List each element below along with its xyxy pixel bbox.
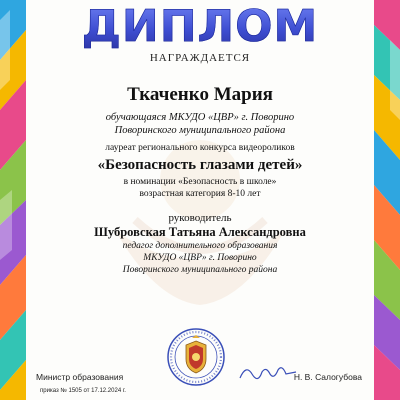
contest-title: «Безопасность глазами детей» xyxy=(97,157,303,173)
handwritten-signature-icon xyxy=(238,362,298,384)
awarded-label: НАГРАЖДАЕТСЯ xyxy=(149,52,251,64)
order-reference: приказ № 1505 от 17.12.2024 г. xyxy=(40,388,126,394)
contest-age-category: возрастная категория 8-10 лет xyxy=(139,189,261,199)
recipient-name: Ткаченко Мария xyxy=(127,84,273,105)
diploma-header xyxy=(0,1,400,64)
signer-name: Н. В. Салогубова xyxy=(293,372,362,382)
leader-name: Шубровская Татьяна Александровна xyxy=(94,225,306,239)
contest-intro: лауреат регионального конкурса видеороликов xyxy=(105,143,295,153)
diploma-body xyxy=(30,84,370,276)
diploma-title: ДИПЛОМ xyxy=(81,1,319,52)
leader-org-line1: МКУДО «ЦВР» г. Поворино xyxy=(143,253,257,263)
leader-org-line2: Поворинского муниципального района xyxy=(122,265,278,275)
contest-nomination: в номинации «Безопасность в школе» xyxy=(123,177,277,187)
leader-label: руководитель xyxy=(168,212,232,224)
signer-title: Министр образования xyxy=(36,372,124,382)
leader-position: педагог дополнительного образования xyxy=(122,241,278,251)
state-emblem-seal-icon xyxy=(166,327,226,387)
recipient-school-line2: Поворинского муниципального района xyxy=(114,125,286,136)
recipient-school-line1: обучающаяся МКУДО «ЦВР» г. Поворино xyxy=(105,112,295,123)
